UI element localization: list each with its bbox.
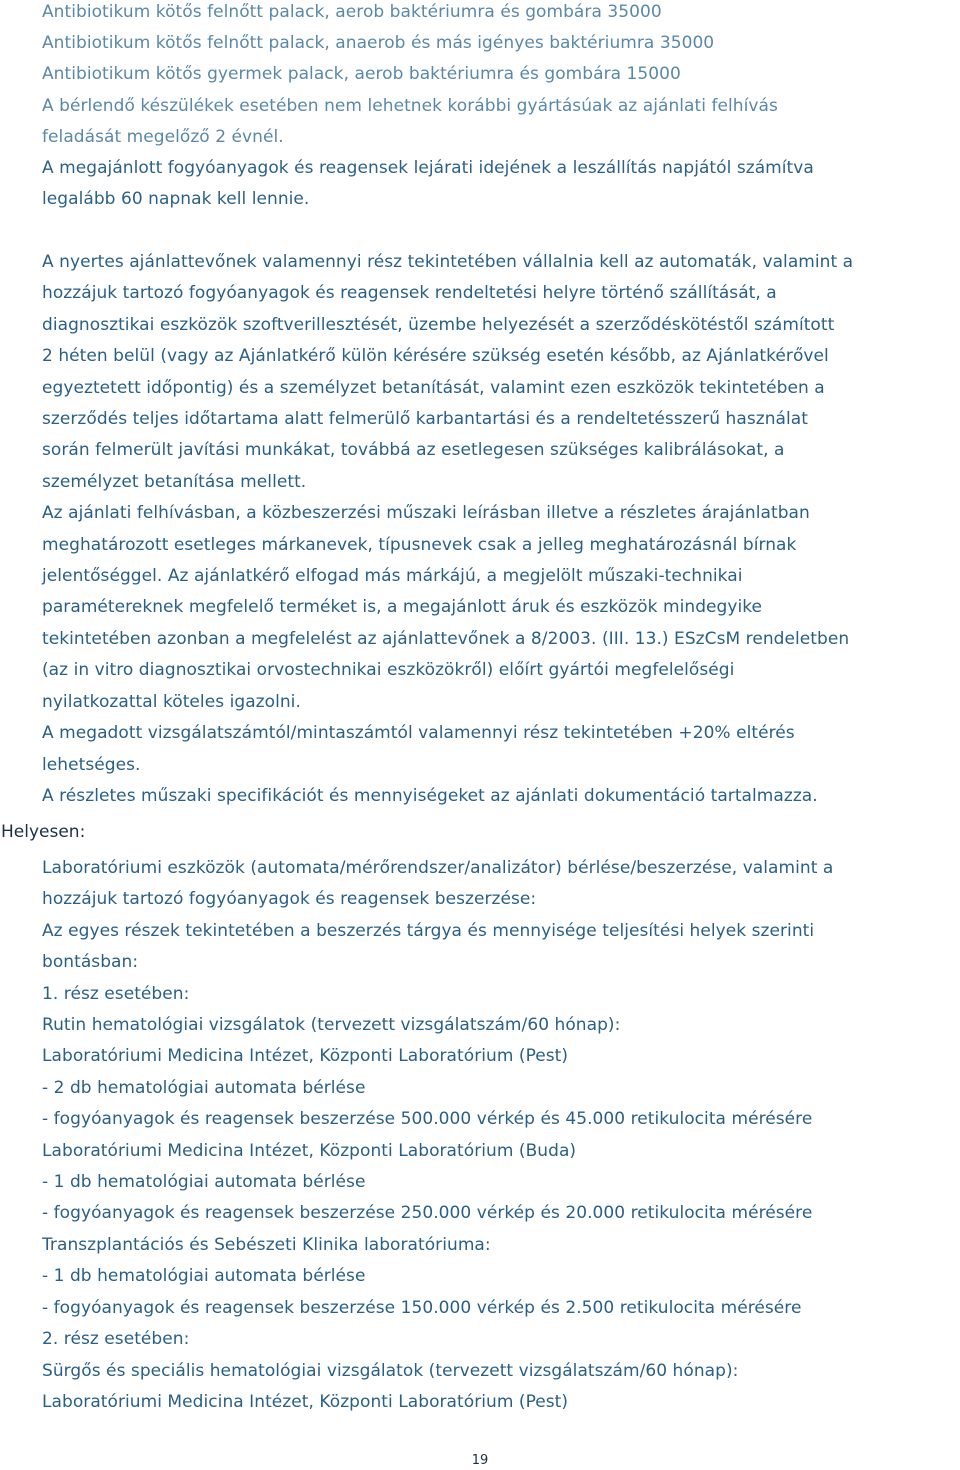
text-line: bontásban:	[42, 952, 139, 973]
text-line: hozzájuk tartozó fogyóanyagok és reagensek beszerzése:	[42, 889, 537, 910]
text-line: Antibiotikum kötős gyermek palack, aerob baktériumra és gombára 15000	[42, 64, 681, 85]
text-line: A bérlendő készülékek esetében nem lehetnek korábbi gyártásúak az ajánlati felhívás	[42, 95, 778, 116]
page-number: 19	[471, 1453, 489, 1468]
text-line: Laboratóriumi Medicina Intézet, Központi Laboratórium (Buda)	[42, 1140, 577, 1161]
contract-conditions-paragraph	[42, 247, 954, 812]
text-line: - 1 db hematológiai automata bérlése	[42, 1172, 366, 1193]
text-line: 2. rész esetében:	[42, 1329, 190, 1350]
text-line: diagnosztikai eszközök szoftverillesztését, üzembe helyezését a szerződéskötéstől számított	[42, 314, 835, 335]
text-line: Rutin hematológiai vizsgálatok (tervezett vizsgálatszám/60 hónap):	[42, 1015, 621, 1036]
text-line: - fogyóanyagok és reagensek beszerzése 250.000 vérkép és 20.000 retikulocita mérésére	[42, 1203, 813, 1224]
text-line: Transzplantációs és Sebészeti Klinika laboratóriuma:	[42, 1234, 491, 1255]
requirements-list	[42, 0, 954, 215]
text-line: A nyertes ajánlattevőnek valamennyi rész tekintetében vállalnia kell az automaták, valamint a	[42, 252, 854, 272]
text-line: 2 héten belül (vagy az Ajánlatkérő külön kérésére szükség esetén később, az Ajánlatkérővel	[42, 346, 829, 367]
text-line: Laboratóriumi eszközök (automata/mérőrendszer/analizátor) bérlése/beszerzése, valamint a	[42, 858, 834, 878]
text-line: során felmerült javítási munkákat, továbbá az esetlegesen szükséges kalibrálásokat, a	[42, 440, 785, 461]
text-line: egyeztetett időpontig) és a személyzet betanítását, valamint ezen eszközök tekintetében a	[42, 377, 825, 398]
text-line: A megadott vizsgálatszámtól/mintaszámtól valamennyi rész tekintetében +20% eltérés	[42, 723, 795, 744]
text-line: Laboratóriumi Medicina Intézet, Központi Laboratórium (Pest)	[42, 1391, 569, 1412]
text-line: - 2 db hematológiai automata bérlése	[42, 1077, 366, 1098]
text-line: A részletes műszaki specifikációt és mennyiségeket az ajánlati dokumentáció tartalmazza.	[42, 785, 818, 806]
text-line: legalább 60 napnak kell lennie.	[42, 189, 310, 210]
text-line: - fogyóanyagok és reagensek beszerzése 150.000 vérkép és 2.500 retikulocita mérésére	[42, 1297, 802, 1318]
section-heading: Helyesen:	[1, 822, 86, 842]
text-line: nyilatkozattal köteles igazolni.	[42, 691, 301, 712]
text-line: - fogyóanyagok és reagensek beszerzése 500.000 vérkép és 45.000 retikulocita mérésére	[42, 1109, 813, 1130]
text-line: Antibiotikum kötős felnőtt palack, aerob baktériumra és gombára 35000	[42, 2, 662, 22]
text-line: Sürgős és speciális hematológiai vizsgálatok (tervezett vizsgálatszám/60 hónap):	[42, 1360, 739, 1381]
text-line: Laboratóriumi Medicina Intézet, Központi Laboratórium (Pest)	[42, 1046, 569, 1067]
text-line: Az ajánlati felhívásban, a közbeszerzési műszaki leírásban illetve a részletes árajánlatban	[42, 503, 810, 524]
text-line: személyzet betanítása mellett.	[42, 471, 307, 492]
text-line: szerződés teljes időtartama alatt felmerülő karbantartási és a rendeltetésszerű használat	[42, 409, 808, 430]
text-line: paramétereknek megfelelő terméket is, a megajánlott áruk és eszközök mindegyike	[42, 597, 763, 618]
text-line: meghatározott esetleges márkanevek, típusnevek csak a jelleg meghatározásnál bírnak	[42, 534, 797, 555]
text-line: feladását megelőző 2 évnél.	[42, 126, 284, 147]
text-line: 1. rész esetében:	[42, 983, 190, 1004]
text-line: jelentőséggel. Az ajánlatkérő elfogad más márkájú, a megjelölt műszaki-technikai	[42, 566, 743, 587]
corrected-procurement-subject	[42, 853, 954, 1418]
text-line: Antibiotikum kötős felnőtt palack, anaerob és más igényes baktériumra 35000	[42, 33, 715, 54]
text-line: (az in vitro diagnosztikai orvostechnikai eszközökről) előírt gyártói megfelelőségi	[42, 660, 735, 681]
text-line: Az egyes részek tekintetében a beszerzés tárgya és mennyisége teljesítési helyek szerinti	[42, 920, 815, 941]
text-line: hozzájuk tartozó fogyóanyagok és reagensek rendeltetési helyre történő szállítását, a	[42, 283, 777, 304]
text-line: A megajánlott fogyóanyagok és reagensek lejárati idejének a leszállítás napjától számítva	[42, 158, 814, 179]
text-line: lehetséges.	[42, 754, 141, 775]
text-line: - 1 db hematológiai automata bérlése	[42, 1266, 366, 1287]
text-line: tekintetében azonban a megfelelést az ajánlattevőnek a 8/2003. (III. 13.) ESzCsM rendeletben	[42, 628, 850, 649]
